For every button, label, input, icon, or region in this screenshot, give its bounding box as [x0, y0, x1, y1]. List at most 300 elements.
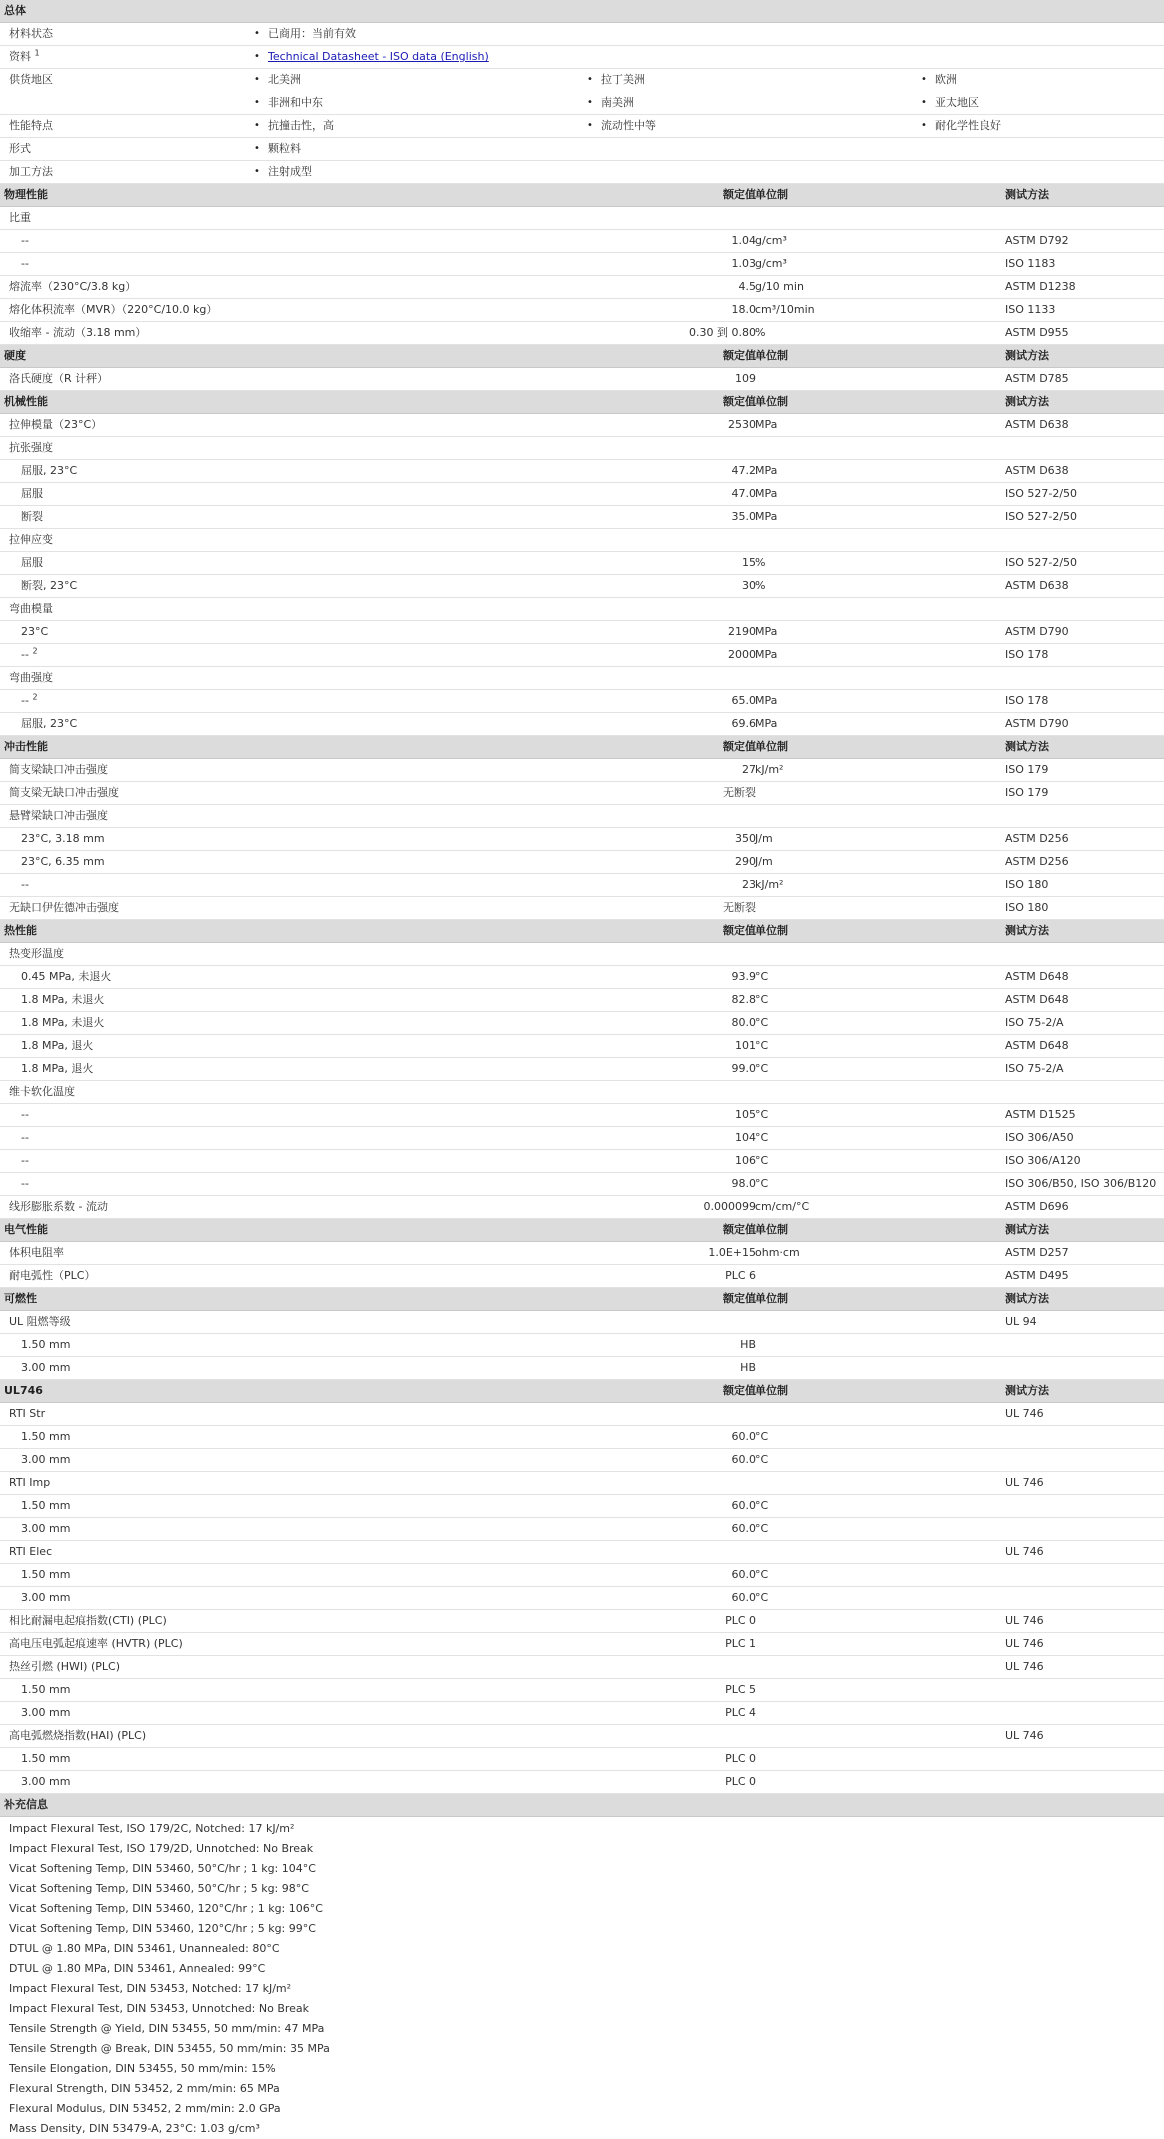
property-row [0, 322, 1164, 345]
bullet-item [254, 46, 489, 68]
property-label-text: 1.8 MPa, 未退火 [21, 993, 105, 1006]
property-label [21, 1587, 70, 1609]
property-unit: ohm·cm [755, 1246, 800, 1259]
property-row [0, 621, 1164, 644]
column-header-unit: 单位制 [755, 740, 788, 753]
property-label [21, 644, 38, 666]
footnote-marker: 1 [34, 48, 40, 58]
test-method: UL 746 [1005, 1637, 1044, 1650]
property-value: 98.0 [731, 1177, 756, 1190]
row-label: 性能特点 [9, 119, 53, 132]
property-value: 30 [742, 579, 756, 592]
property-label-text: UL 阻燃等级 [9, 1315, 71, 1328]
property-label-text: 高电弧燃烧指数(HAI) (PLC) [9, 1729, 147, 1742]
property-label [21, 1495, 70, 1517]
property-label-text: 23°C, 3.18 mm [21, 832, 105, 845]
test-method: ISO 180 [1005, 901, 1049, 914]
property-label-text: 1.50 mm [21, 1430, 71, 1443]
column-header-unit: 单位制 [755, 1223, 788, 1236]
section-header-supplement [0, 1794, 1164, 1817]
property-label [9, 1403, 45, 1425]
general-row-status [0, 23, 1164, 46]
property-row [0, 437, 1164, 460]
property-row [0, 1265, 1164, 1288]
test-method: ASTM D638 [1005, 579, 1069, 592]
property-value: 69.6 [731, 717, 756, 730]
supplement-line: Flexural Modulus, DIN 53452, 2 mm/min: 2.0 GPa [9, 2102, 281, 2115]
supplement-line: Tensile Strength @ Break, DIN 53455, 50 mm/min: 35 MPa [9, 2042, 330, 2055]
property-value: HB [740, 1361, 756, 1374]
property-label-text: 1.50 mm [21, 1683, 71, 1696]
property-label-text: 断裂, 23°C [21, 579, 78, 592]
property-label-text: 线形膨胀系数 - 流动 [9, 1200, 108, 1213]
property-row [0, 690, 1164, 713]
property-label [21, 966, 111, 988]
property-label [9, 1196, 108, 1218]
supplement-line: Mass Density, DIN 53479-A, 23°C: 1.03 g/cm³ [9, 2122, 260, 2135]
property-row [0, 851, 1164, 874]
property-label-text: -- [21, 1177, 29, 1190]
property-value: 290 [735, 855, 756, 868]
column-header-value: 额定值 [723, 1292, 756, 1305]
property-label [9, 414, 102, 436]
bullet-item: • 欧洲 [921, 69, 957, 91]
property-value: 93.9 [731, 970, 756, 983]
property-label-text: 悬臂梁缺口冲击强度 [9, 809, 108, 822]
section-title: 物理性能 [4, 188, 48, 201]
property-label [9, 437, 53, 459]
property-row [0, 1725, 1164, 1748]
property-value: 60.0 [731, 1568, 756, 1581]
property-row [0, 1403, 1164, 1426]
property-label [9, 1081, 75, 1103]
test-method: ISO 178 [1005, 648, 1049, 661]
bullet-item: • 流动性中等 [587, 115, 656, 137]
property-value: 106 [735, 1154, 756, 1167]
supplement-line: Tensile Elongation, DIN 53455, 50 mm/min: 15% [9, 2062, 276, 2075]
property-row [0, 253, 1164, 276]
property-label [9, 759, 108, 781]
section-title: 热性能 [4, 924, 37, 937]
general-row-features [0, 115, 1164, 138]
general-row-regions [0, 69, 1164, 115]
property-value: 60.0 [731, 1499, 756, 1512]
property-row [0, 207, 1164, 230]
section-title: 机械性能 [4, 395, 48, 408]
property-unit: °C [755, 1522, 769, 1535]
property-label-text: RTI Str [9, 1407, 46, 1420]
section-header [0, 391, 1164, 414]
property-label [21, 1748, 70, 1770]
property-label [21, 1012, 104, 1034]
property-label-text: -- [21, 648, 29, 661]
bullet-item: • 已商用：当前有效 [254, 23, 356, 45]
property-label-text: 拉伸模量（23°C） [9, 418, 103, 431]
property-value: 2530 [728, 418, 756, 431]
property-label-text: 相比耐漏电起痕指数(CTI) (PLC) [9, 1614, 167, 1627]
property-value: 4.5 [738, 280, 756, 293]
property-unit: MPa [755, 464, 778, 477]
section-header-general [0, 0, 1164, 23]
section-title: 冲击性能 [4, 740, 48, 753]
property-unit: °C [755, 1154, 769, 1167]
property-row [0, 276, 1164, 299]
property-label-text: 比重 [9, 211, 31, 224]
property-row [0, 1495, 1164, 1518]
property-label-text: 弯曲模量 [9, 602, 53, 615]
bullet-item: • 颗粒料 [254, 138, 301, 160]
bullet-item: • 非洲和中东 [254, 92, 323, 114]
property-unit: cm³/10min [755, 303, 815, 316]
property-row [0, 506, 1164, 529]
property-label-text: 热丝引燃 (HWI) (PLC) [9, 1660, 120, 1673]
column-header-test: 测试方法 [1005, 1384, 1049, 1397]
property-unit: °C [755, 1499, 769, 1512]
property-row [0, 1656, 1164, 1679]
test-method: ISO 527-2/50 [1005, 487, 1078, 500]
property-label [9, 322, 146, 344]
test-method: ASTM D257 [1005, 1246, 1069, 1259]
test-method: ASTM D785 [1005, 372, 1069, 385]
property-value: 47.2 [731, 464, 756, 477]
property-label [21, 575, 77, 597]
property-label [9, 1656, 120, 1678]
property-label [9, 1610, 167, 1632]
property-row [0, 782, 1164, 805]
column-header-unit: 单位制 [755, 1384, 788, 1397]
property-row [0, 1587, 1164, 1610]
property-value: 2000 [728, 648, 756, 661]
column-header-value: 额定值 [723, 1384, 756, 1397]
supplement-notes [0, 1817, 1164, 2139]
property-row [0, 874, 1164, 897]
property-unit: J/m [755, 855, 773, 868]
supplement-line: DTUL @ 1.80 MPa, DIN 53461, Annealed: 99°C [9, 1962, 266, 1975]
property-label-text: 简支梁无缺口冲击强度 [9, 786, 119, 799]
property-label-text: 热变形温度 [9, 947, 64, 960]
column-header-unit: 单位制 [755, 395, 788, 408]
property-label [9, 1311, 71, 1333]
test-method: ASTM D495 [1005, 1269, 1069, 1282]
property-row [0, 989, 1164, 1012]
property-label [21, 1702, 70, 1724]
property-value: 18.0 [731, 303, 756, 316]
property-label [21, 690, 38, 712]
test-method: UL 746 [1005, 1476, 1044, 1489]
property-label-text: 拉伸应变 [9, 533, 53, 546]
property-unit: °C [755, 1131, 769, 1144]
property-value: PLC 4 [725, 1706, 756, 1719]
property-label [21, 483, 43, 505]
property-row [0, 299, 1164, 322]
property-unit: MPa [755, 625, 778, 638]
property-row [0, 1449, 1164, 1472]
property-label [21, 253, 29, 275]
property-label-text: 0.45 MPa, 未退火 [21, 970, 112, 983]
property-value: 0.000099 [703, 1200, 756, 1213]
property-label-text: 3.00 mm [21, 1453, 71, 1466]
property-value: 1.04 [731, 234, 756, 247]
property-unit: °C [755, 1591, 769, 1604]
property-label-text: 无缺口伊佐德冲击强度 [9, 901, 119, 914]
property-unit: MPa [755, 717, 778, 730]
property-unit: °C [755, 1568, 769, 1581]
bullet-item: • 耐化学性良好 [921, 115, 1001, 137]
property-value: 27 [742, 763, 756, 776]
property-label-text: -- [21, 257, 29, 270]
property-row [0, 1035, 1164, 1058]
property-label-text: 熔化体积流率（MVR）（220°C/10.0 kg） [9, 303, 218, 316]
property-label-text: 1.50 mm [21, 1568, 71, 1581]
property-row [0, 1426, 1164, 1449]
test-method: UL 746 [1005, 1614, 1044, 1627]
property-value: 无断裂 [723, 786, 756, 799]
property-row [0, 897, 1164, 920]
property-row [0, 1242, 1164, 1265]
property-label-text: 23°C, 6.35 mm [21, 855, 105, 868]
property-label [21, 713, 77, 735]
section-header [0, 920, 1164, 943]
test-method: ISO 306/A50 [1005, 1131, 1074, 1144]
property-unit: J/m [755, 832, 773, 845]
property-label [21, 1173, 29, 1195]
property-value: 1.0E+15 [708, 1246, 756, 1259]
test-method: ISO 527-2/50 [1005, 510, 1078, 523]
property-unit: MPa [755, 694, 778, 707]
general-row-form [0, 138, 1164, 161]
property-unit: MPa [755, 418, 778, 431]
property-value: 60.0 [731, 1430, 756, 1443]
property-label-text: 维卡软化温度 [9, 1085, 75, 1098]
property-unit: g/cm³ [755, 257, 787, 270]
column-header-value: 额定值 [723, 1223, 756, 1236]
property-row [0, 1196, 1164, 1219]
row-label: 资料 $^1$ [9, 48, 40, 63]
property-value: PLC 0 [725, 1752, 756, 1765]
supplement-line: Flexural Strength, DIN 53452, 2 mm/min: 65 MPa [9, 2082, 280, 2095]
property-label-text: RTI Imp [9, 1476, 51, 1489]
column-header-test: 测试方法 [1005, 924, 1049, 937]
property-label-text: 弯曲强度 [9, 671, 53, 684]
property-row [0, 598, 1164, 621]
property-row [0, 1748, 1164, 1771]
column-header-test: 测试方法 [1005, 740, 1049, 753]
property-row [0, 460, 1164, 483]
bullet-item: • 北美洲 [254, 69, 301, 91]
property-label-text: -- [21, 1131, 29, 1144]
property-label-text: 3.00 mm [21, 1775, 71, 1788]
property-value: PLC 1 [725, 1637, 756, 1650]
property-value: 105 [735, 1108, 756, 1121]
supplement-line: Impact Flexural Test, ISO 179/2D, Unnotched: No Break [9, 1842, 314, 1855]
property-label-text: -- [21, 878, 29, 891]
property-label [21, 1150, 29, 1172]
column-header-value: 额定值 [723, 349, 756, 362]
property-label [9, 207, 31, 229]
property-label-text: 洛氏硬度（R 计秤） [9, 372, 109, 385]
property-row [0, 1771, 1164, 1794]
property-row [0, 1472, 1164, 1495]
column-header-unit: 单位制 [755, 924, 788, 937]
column-header-test: 测试方法 [1005, 1292, 1049, 1305]
property-label-text: 1.8 MPa, 未退火 [21, 1016, 105, 1029]
property-label [9, 598, 53, 620]
test-method: UL 94 [1005, 1315, 1037, 1328]
section-title: 补充信息 [4, 1798, 48, 1811]
property-row [0, 1127, 1164, 1150]
general-row-documents [0, 46, 1164, 69]
test-method: ASTM D648 [1005, 1039, 1069, 1052]
technical-datasheet-link[interactable]: Technical Datasheet - ISO data (English) [268, 50, 489, 63]
property-label [21, 1518, 70, 1540]
property-value: 无断裂 [723, 901, 756, 914]
property-unit: % [755, 556, 766, 569]
property-label [9, 1633, 183, 1655]
column-header-unit: 单位制 [755, 1292, 788, 1305]
property-label [9, 276, 136, 298]
supplement-line: Vicat Softening Temp, DIN 53460, 120°C/hr ; 5 kg: 99°C [9, 1922, 316, 1935]
section-title: UL746 [4, 1384, 43, 1397]
property-label [21, 828, 105, 850]
property-value: 15 [742, 556, 756, 569]
property-row [0, 1633, 1164, 1656]
column-header-unit: 单位制 [755, 188, 788, 201]
property-row [0, 1334, 1164, 1357]
property-label-text: 23°C [21, 625, 49, 638]
property-label [21, 460, 77, 482]
property-label [21, 1334, 70, 1356]
property-label-text: 1.8 MPa, 退火 [21, 1039, 94, 1052]
property-value: 350 [735, 832, 756, 845]
supplement-line: Vicat Softening Temp, DIN 53460, 120°C/hr ; 1 kg: 106°C [9, 1902, 323, 1915]
section-header [0, 736, 1164, 759]
property-label [21, 552, 43, 574]
bullet-item: • 亚太地区 [921, 92, 979, 114]
property-row [0, 483, 1164, 506]
property-value: 47.0 [731, 487, 756, 500]
property-row [0, 1104, 1164, 1127]
property-value: 60.0 [731, 1591, 756, 1604]
property-label-text: 3.00 mm [21, 1361, 71, 1374]
column-header-value: 额定值 [723, 740, 756, 753]
section-header [0, 1219, 1164, 1242]
property-value: PLC 6 [725, 1269, 756, 1282]
property-row [0, 1541, 1164, 1564]
property-label-text: 1.8 MPa, 退火 [21, 1062, 94, 1075]
test-method: ASTM D1238 [1005, 280, 1076, 293]
test-method: ISO 179 [1005, 786, 1049, 799]
test-method: ASTM D256 [1005, 855, 1069, 868]
property-label-text: 1.50 mm [21, 1338, 71, 1351]
section-header [0, 1380, 1164, 1403]
property-label-text: 屈服, 23°C [21, 464, 78, 477]
test-method: ASTM D955 [1005, 326, 1069, 339]
test-method: ASTM D638 [1005, 464, 1069, 477]
property-label [21, 1035, 93, 1057]
property-row [0, 1058, 1164, 1081]
section-header [0, 345, 1164, 368]
property-value: PLC 5 [725, 1683, 756, 1696]
general-row-processing [0, 161, 1164, 184]
property-label [9, 1265, 95, 1287]
test-method: ISO 75-2/A [1005, 1016, 1064, 1029]
test-method: ASTM D790 [1005, 717, 1069, 730]
row-label: 形式 [9, 142, 31, 155]
property-label [21, 506, 43, 528]
column-header-unit: 单位制 [755, 349, 788, 362]
property-unit: MPa [755, 487, 778, 500]
property-label [21, 1104, 29, 1126]
property-value: 82.8 [731, 993, 756, 1006]
property-value: 1.03 [731, 257, 756, 270]
property-label [9, 1242, 64, 1264]
property-row [0, 1518, 1164, 1541]
supplement-line: Impact Flexural Test, DIN 53453, Unnotched: No Break [9, 2002, 310, 2015]
property-value: 2190 [728, 625, 756, 638]
property-unit: °C [755, 1430, 769, 1443]
property-label-text: 屈服 [21, 556, 43, 569]
footnote-marker: 2 [32, 646, 38, 656]
test-method: ISO 179 [1005, 763, 1049, 776]
property-label-text: 1.50 mm [21, 1499, 71, 1512]
test-method: ASTM D792 [1005, 234, 1069, 247]
property-unit: g/10 min [755, 280, 804, 293]
property-value: 60.0 [731, 1522, 756, 1535]
property-label-text: 耐电弧性（PLC） [9, 1269, 96, 1282]
property-label [21, 1564, 70, 1586]
column-header-test: 测试方法 [1005, 188, 1049, 201]
property-unit: kJ/m² [755, 878, 784, 891]
property-label-text: 体积电阻率 [9, 1246, 64, 1259]
property-row [0, 575, 1164, 598]
supplement-line: Impact Flexural Test, ISO 179/2C, Notched: 17 kJ/m² [9, 1822, 295, 1835]
property-label [9, 1725, 146, 1747]
property-value: 60.0 [731, 1453, 756, 1466]
property-label [21, 1679, 70, 1701]
property-unit: cm/cm/°C [755, 1200, 810, 1213]
property-row [0, 1150, 1164, 1173]
test-method: ASTM D790 [1005, 625, 1069, 638]
property-label-text: 抗张强度 [9, 441, 53, 454]
section-title: 总体 [4, 4, 26, 17]
bullet-item: • 注射成型 [254, 161, 312, 183]
property-label [21, 1426, 70, 1448]
property-value: 101 [735, 1039, 756, 1052]
property-value: PLC 0 [725, 1614, 756, 1627]
property-unit: kJ/m² [755, 763, 784, 776]
property-label [9, 299, 217, 321]
row-label: 材料状态 [9, 27, 53, 40]
property-row [0, 759, 1164, 782]
property-label [9, 368, 108, 390]
test-method: ISO 178 [1005, 694, 1049, 707]
test-method: ASTM D638 [1005, 418, 1069, 431]
property-label-text: 高电压电弧起痕速率 (HVTR) (PLC) [9, 1637, 183, 1650]
property-unit: °C [755, 1039, 769, 1052]
property-label-text: 收缩率 - 流动（3.18 mm） [9, 326, 147, 339]
property-unit: °C [755, 1453, 769, 1466]
test-method: ASTM D696 [1005, 1200, 1069, 1213]
property-label [21, 621, 48, 643]
property-value: 23 [742, 878, 756, 891]
supplement-line: Impact Flexural Test, DIN 53453, Notched: 17 kJ/m² [9, 1982, 292, 1995]
property-label-text: 3.00 mm [21, 1591, 71, 1604]
property-row [0, 1564, 1164, 1587]
test-method: ISO 1183 [1005, 257, 1056, 270]
property-unit: °C [755, 1108, 769, 1121]
bullet-item: • 南美洲 [587, 92, 634, 114]
property-label [21, 851, 105, 873]
